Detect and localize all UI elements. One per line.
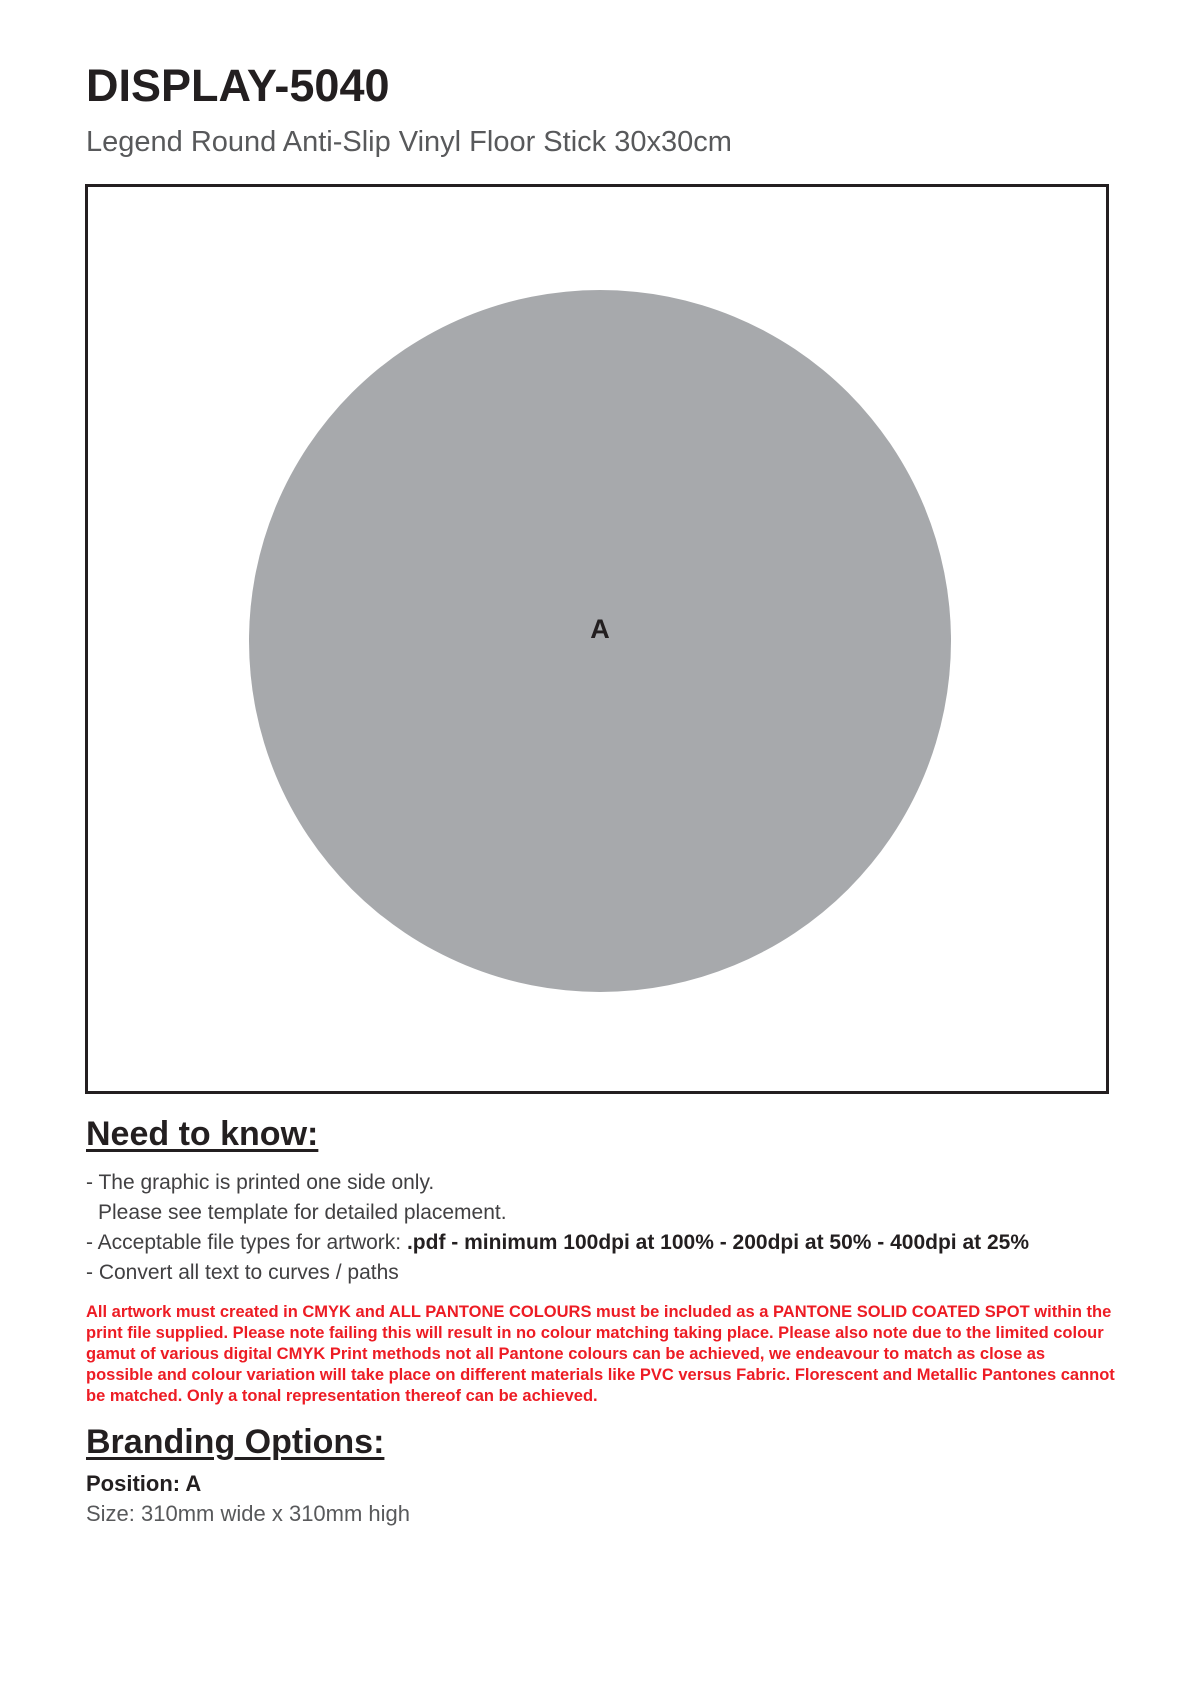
- note-template-placement: Please see template for detailed placement.: [98, 1201, 507, 1224]
- page-title: DISPLAY-5040: [86, 60, 390, 111]
- note-file-types-label: - Acceptable file types for artwork:: [86, 1231, 407, 1254]
- page-subtitle: Legend Round Anti-Slip Vinyl Floor Stick 30x30cm: [86, 126, 732, 158]
- print-area-circle: [249, 290, 951, 992]
- need-to-know-heading: Need to know:: [86, 1115, 319, 1153]
- colour-warning: All artwork must created in CMYK and ALL PANTONE COLOURS must be included as a PANTONE SOLID COATED SPOT within the print file supplied. Please note failing this will result in no colour matching taking place. Please also note due to the limited colour gamut of various digital CMYK Print methods not all Pantone colours can be achieved, we endeavour to match as close as possible and colour variation will take place on different materials like PVC versus Fabric. Florescent and Metallic Pantones cannot be matched. Only a tonal representation thereof can be achieved.: [86, 1303, 1115, 1405]
- need-to-know-list: [86, 1168, 1029, 1288]
- note-print-side: - The graphic is printed one side only.: [86, 1171, 435, 1194]
- branding-options-heading: Branding Options:: [86, 1423, 385, 1461]
- note-file-types: [86, 1228, 1029, 1258]
- note-convert-text: - Convert all text to curves / paths: [86, 1261, 399, 1284]
- template-frame: [85, 184, 1109, 1094]
- branding-position-title: Position: A: [86, 1471, 202, 1496]
- position-label: A: [590, 613, 610, 644]
- branding-size: Size: 310mm wide x 310mm high: [86, 1501, 411, 1526]
- note-file-types-spec: .pdf - minimum 100dpi at 100% - 200dpi at 50% - 400dpi at 25%: [406, 1231, 1029, 1254]
